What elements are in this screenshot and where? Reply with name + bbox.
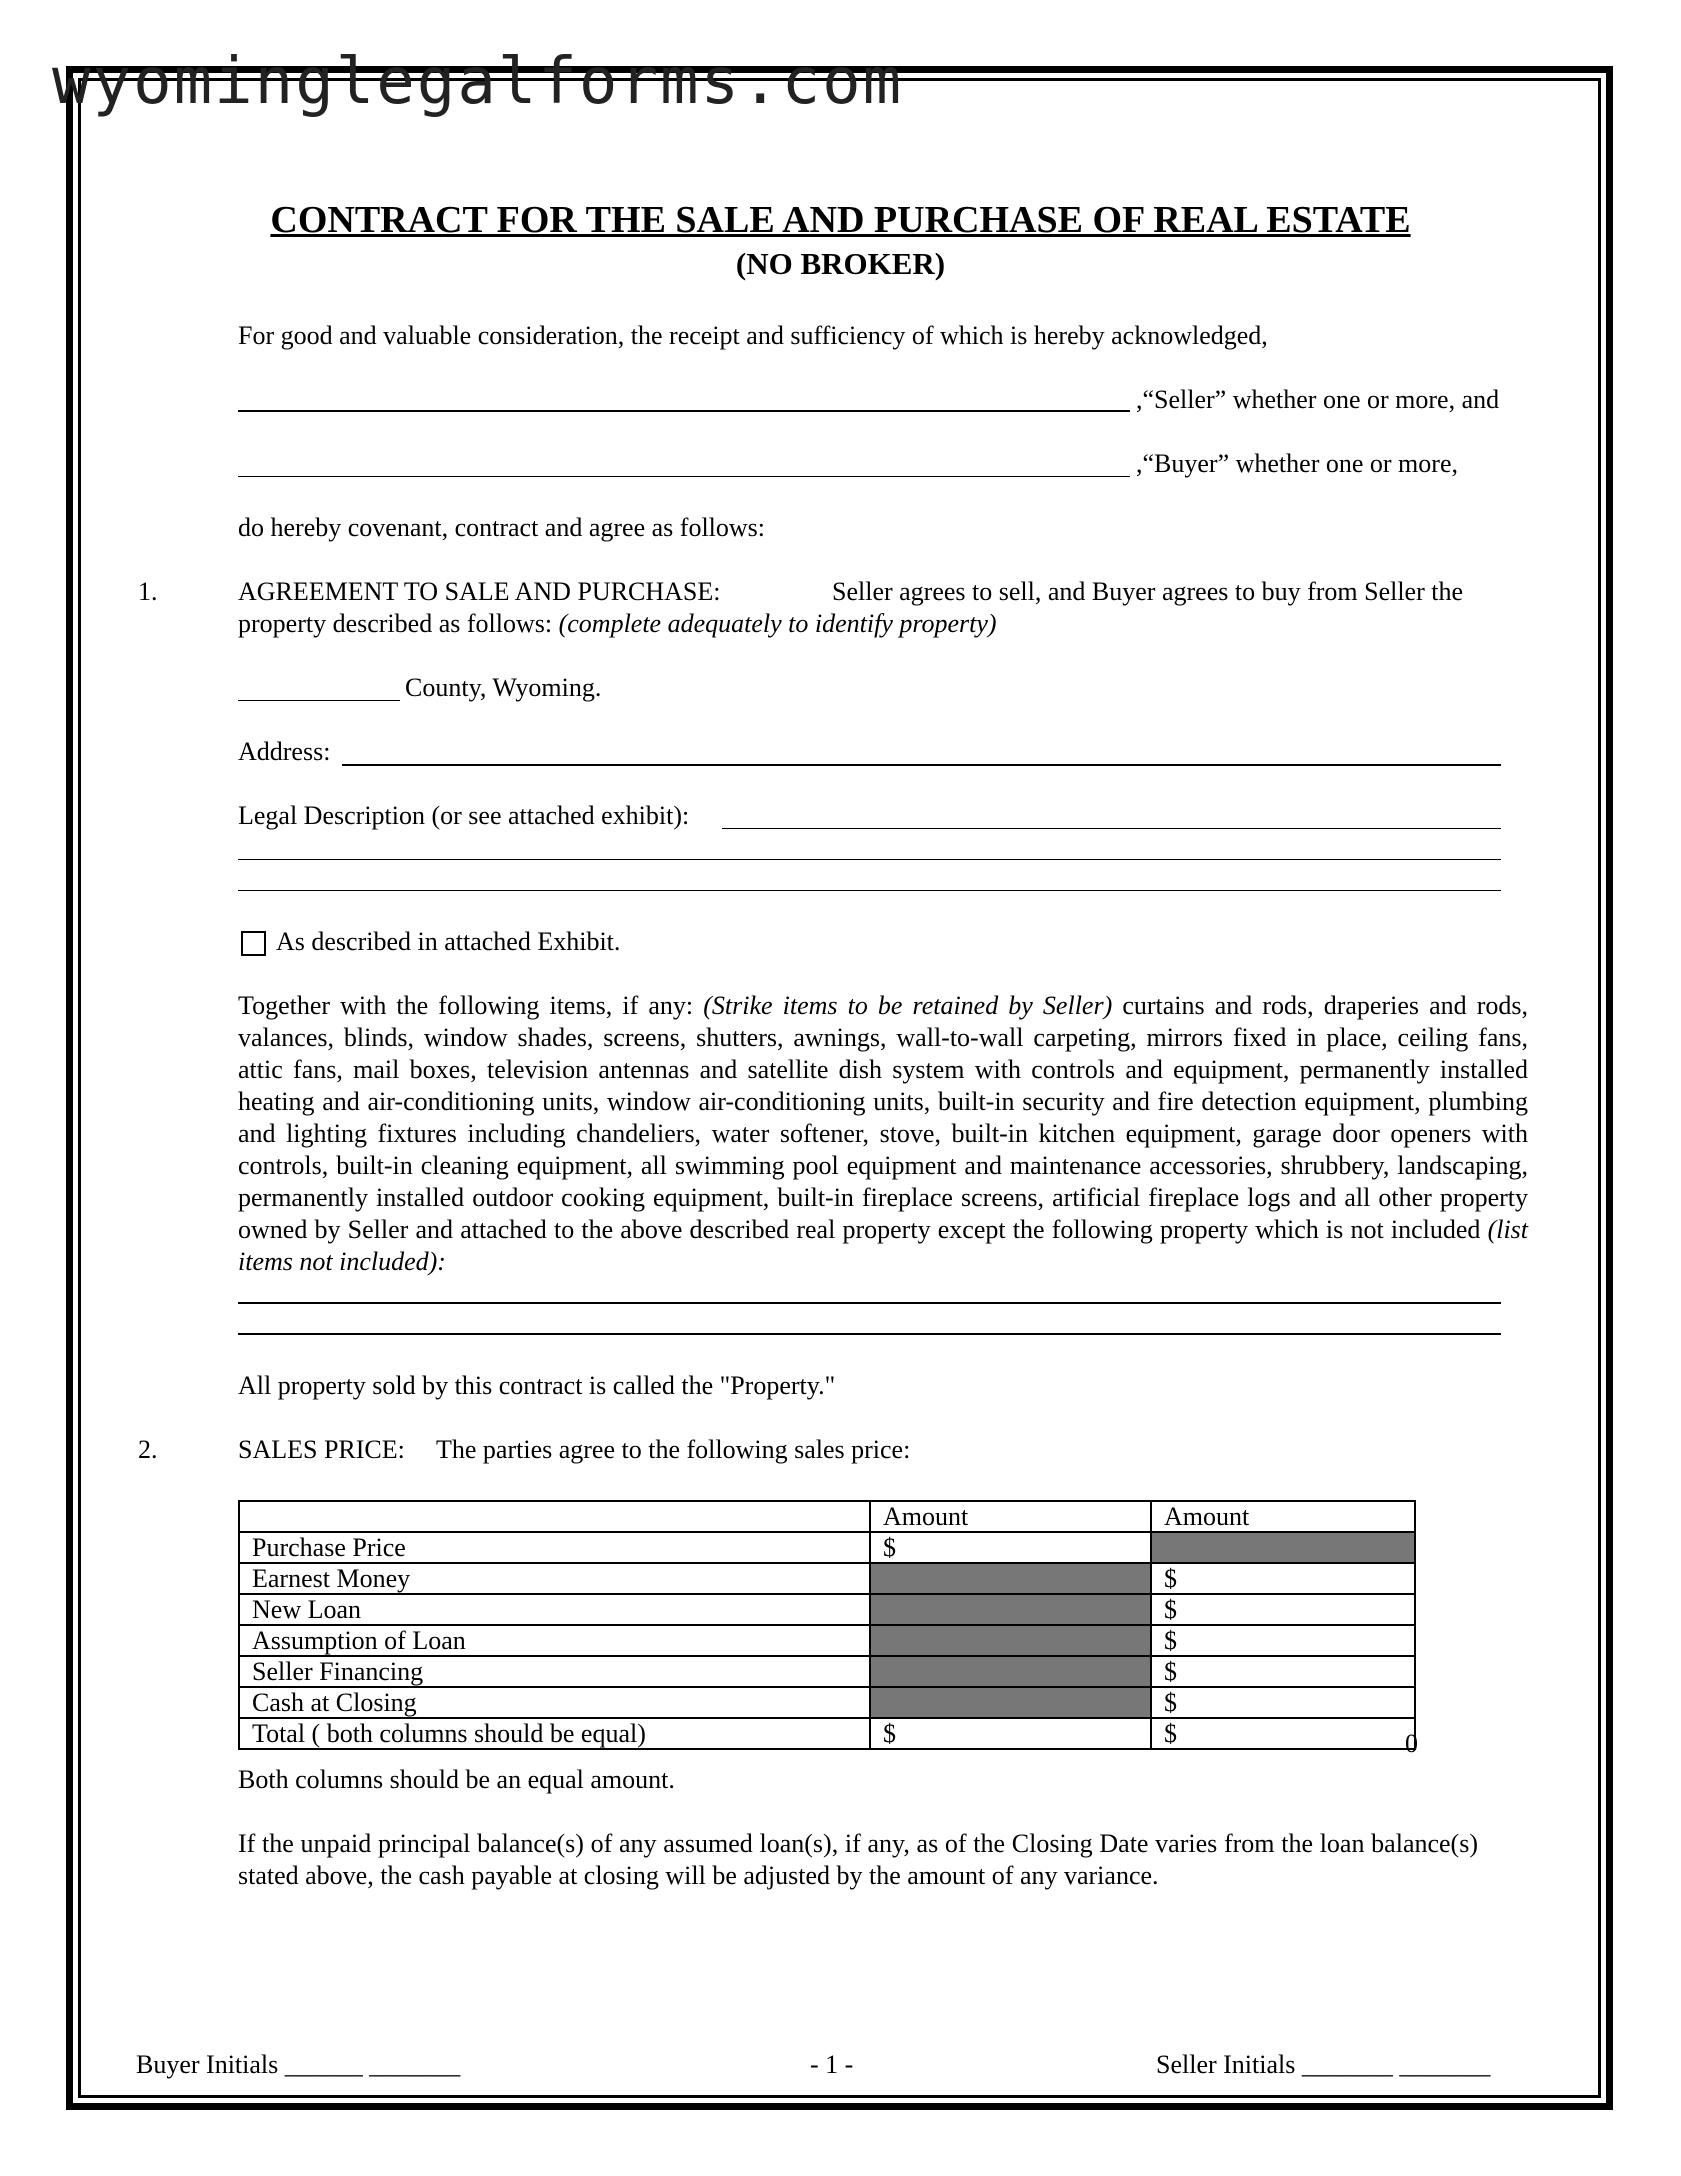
amount-field[interactable]: $	[1151, 1563, 1415, 1594]
section2-text: The parties agree to the following sales price:	[436, 1435, 911, 1464]
amount-field[interactable]: $	[870, 1532, 1151, 1563]
amount-field[interactable]: $	[1151, 1687, 1415, 1718]
shaded-cell	[870, 1687, 1151, 1718]
excluded-items-field-2[interactable]	[238, 1333, 1501, 1335]
amount-field[interactable]: $	[1151, 1594, 1415, 1625]
shaded-cell	[1151, 1532, 1415, 1563]
row-label: Seller Financing	[239, 1656, 870, 1687]
intro-text: For good and valuable consideration, the receipt and sufficiency of which is hereby acknowledged,	[238, 321, 1268, 350]
document-title: CONTRACT FOR THE SALE AND PURCHASE OF REAL ESTATE	[270, 199, 1411, 241]
buyer-initials[interactable]: Buyer Initials ______ _______	[136, 2050, 461, 2079]
section1-text: Seller agrees to sell, and Buyer agrees to buy from Seller the	[832, 577, 1464, 606]
amount-field[interactable]: $	[870, 1718, 1151, 1749]
row-label: Cash at Closing	[239, 1687, 870, 1718]
address-label: Address:	[238, 737, 331, 766]
exhibit-checkbox[interactable]	[241, 931, 266, 956]
seller-name-field[interactable]	[238, 410, 1130, 412]
header-cell	[239, 1501, 870, 1532]
row-label: New Loan	[239, 1594, 870, 1625]
row-label: Total ( both columns should be equal)	[239, 1718, 870, 1749]
equal-columns-note: Both columns should be an equal amount.	[238, 1765, 675, 1794]
total-amount-cell[interactable]	[1151, 1718, 1418, 1758]
header-cell: Amount	[870, 1501, 1151, 1532]
adjustment-paragraph: If the unpaid principal balance(s) of any assumed loan(s), if any, as of the Closing Date varies from the loan balance(s) stated above, the cash payable at closing will be adjusted by the amount of any variance.	[238, 1829, 1478, 1890]
row-label: Assumption of Loan	[239, 1625, 870, 1656]
buyer-suffix: ,“Buyer” whether one or more,	[1136, 449, 1458, 478]
dollar-sign: $	[1164, 1719, 1177, 1748]
legal-description-field-1[interactable]	[722, 828, 1501, 829]
section2-heading: SALES PRICE:	[238, 1435, 405, 1464]
county-label: County, Wyoming.	[405, 673, 602, 702]
excluded-items-field-1[interactable]	[238, 1302, 1501, 1304]
sales-price-table	[238, 1500, 1418, 1758]
row-label: Purchase Price	[239, 1532, 870, 1563]
amount-field[interactable]: $	[1151, 1625, 1415, 1656]
table-header-row	[239, 1501, 1415, 1532]
section2-number: 2.	[138, 1435, 158, 1464]
table-row	[239, 1563, 1415, 1594]
legal-description-field-2[interactable]	[238, 859, 1501, 860]
table-row	[239, 1656, 1415, 1687]
section1-line2: property described as follows: (complete adequately to identify property)	[238, 609, 997, 638]
legal-description-label: Legal Description (or see attached exhibit):	[238, 801, 690, 830]
table-row	[239, 1532, 1415, 1563]
total-value: 0	[1405, 1729, 1418, 1758]
shaded-cell	[870, 1563, 1151, 1594]
legal-description-field-3[interactable]	[238, 890, 1501, 891]
exhibit-label: As described in attached Exhibit.	[276, 927, 621, 956]
seller-suffix: ,“Seller” whether one or more, and	[1136, 385, 1500, 414]
shaded-cell	[870, 1656, 1151, 1687]
table-row	[239, 1594, 1415, 1625]
section1-number: 1.	[138, 577, 158, 606]
county-field[interactable]	[238, 700, 400, 701]
watermark: wyominglegalforms.com	[52, 45, 904, 119]
amount-field[interactable]: $	[1151, 1656, 1415, 1687]
covenant-text: do hereby covenant, contract and agree as follows:	[238, 513, 766, 542]
table-row	[239, 1718, 1415, 1749]
document-subtitle: (NO BROKER)	[735, 246, 946, 281]
shaded-cell	[870, 1625, 1151, 1656]
property-note: All property sold by this contract is called the "Property."	[238, 1371, 836, 1400]
included-items-paragraph: Together with the following items, if any: (Strike items to be retained by Seller) curtains and rods, draperies and rods, valances, blinds, window shades, screens, shutters, awnings, wall-to-wall carpeting, mirrors fixed in place, ceiling fans, attic fans, mail boxes, television antennas and satellite dish system with controls and equipment, permanently installed heating and air-conditioning units, window air-conditioning units, built-in security and fire detection equipment, plumbing and lighting fixtures including chandeliers, water softener, stove, built-in kitchen equipment, garage door openers with controls, built-in cleaning equipment, all swimming pool equipment and maintenance accessories, shrubbery, landscaping, permanently installed outdoor cooking equipment, built-in fireplace screens, artificial fireplace logs and all other property owned by Seller and attached to the above described real property except the following property which is not included (list items not included):	[238, 991, 1529, 1276]
address-field[interactable]	[342, 764, 1501, 766]
row-label: Earnest Money	[239, 1563, 870, 1594]
table-row	[239, 1625, 1415, 1656]
section1-heading: AGREEMENT TO SALE AND PURCHASE:	[238, 577, 721, 606]
table-row	[239, 1687, 1415, 1718]
shaded-cell	[870, 1594, 1151, 1625]
buyer-name-field[interactable]	[238, 476, 1130, 477]
seller-initials[interactable]: Seller Initials _______ _______	[1156, 2050, 1491, 2079]
page-number: - 1 -	[810, 2050, 854, 2079]
header-cell: Amount	[1151, 1501, 1415, 1532]
